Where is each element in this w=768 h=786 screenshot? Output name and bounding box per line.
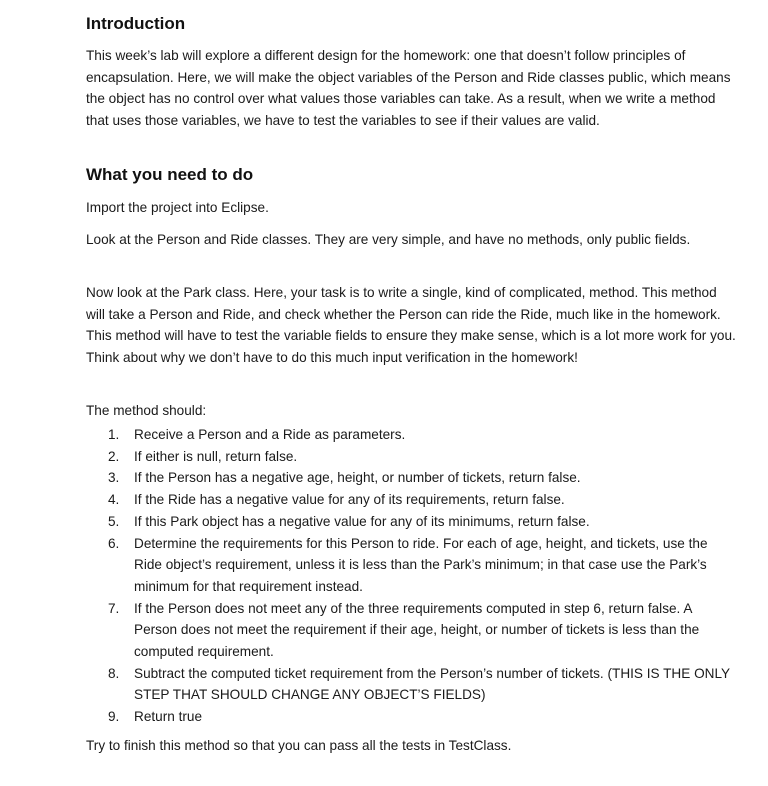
list-item-number: 4. [108,492,120,508]
list-item [86,446,736,468]
list-item-text: If the Person has a negative age, height, or number of tickets, return false. [134,470,581,486]
list-item-number: 5. [108,513,120,529]
list-item [86,424,736,446]
list-item [86,467,736,489]
list-item-number: 3. [108,470,120,486]
list-item [86,489,736,511]
list-item-number: 6. [108,535,120,551]
method-should-paragraph: The method should: [86,403,207,418]
list-item-number: 1. [108,427,120,442]
park-paragraph: Now look at the Park class. Here, your task is to write a single, kind of complicated, method. This method will take a Person and Ride, and check whether the Person can ride the Ride, much like in the homework. This method will have to test the variable fields to ensure they make sense, which is a lot more work for you. Think about why we don’t have to do this much input verification in the homework! [86,285,736,366]
list-item-text: Return true [134,709,203,725]
list-item-text: Determine the requirements for this Person to ride. For each of age, height, and tickets, use the Ride object’s requirement, unless it is less than the Park’s minimum; in that case use the Park’s minimum for that requirement instead. [134,535,708,594]
list-item-number: 2. [108,448,120,464]
list-item [86,511,736,533]
todo-heading: What you need to do [86,165,254,184]
list-item-text: If this Park object has a negative value for any of its minimums, return false. [134,513,590,529]
list-item-text: Receive a Person and a Ride as parameters. [134,427,406,442]
list-item-number: 9. [108,709,120,725]
list-item-text: Subtract the computed ticket requirement from the Person’s number of tickets. (THIS IS THE ONLY STEP THAT SHOULD CHANGE ANY OBJECT’S FIELDS) [134,665,730,703]
list-item-number: 7. [108,600,120,616]
finish-paragraph: Try to finish this method so that you can pass all the tests in TestClass. [86,738,512,753]
import-paragraph: Import the project into Eclipse. [86,200,269,215]
list-item-text: If the Person does not meet any of the three requirements computed in step 6, return false. A Person does not meet the requirement if their age, height, or number of tickets is less than the computed requirement. [134,600,700,660]
list-item [86,533,736,598]
list-item [86,706,736,728]
look-paragraph: Look at the Person and Ride classes. They are very simple, and have no methods, only public fields. [86,232,691,247]
list-item-number: 8. [108,665,120,681]
list-item-text: If either is null, return false. [134,448,298,464]
intro-heading: Introduction [86,14,186,33]
steps-list [86,424,736,728]
list-item [86,663,736,706]
intro-paragraph: This week’s lab will explore a different design for the homework: one that doesn’t follow principles of encapsulation. Here, we will make the object variables of the Person and Ride classes public, which means the object has no control over what values those variables can take. As a result, when we write a method that uses those variables, we have to test the variables to see if their values are valid. [86,48,731,129]
list-item-text: If the Ride has a negative value for any of its requirements, return false. [134,492,565,508]
list-item [86,598,736,663]
